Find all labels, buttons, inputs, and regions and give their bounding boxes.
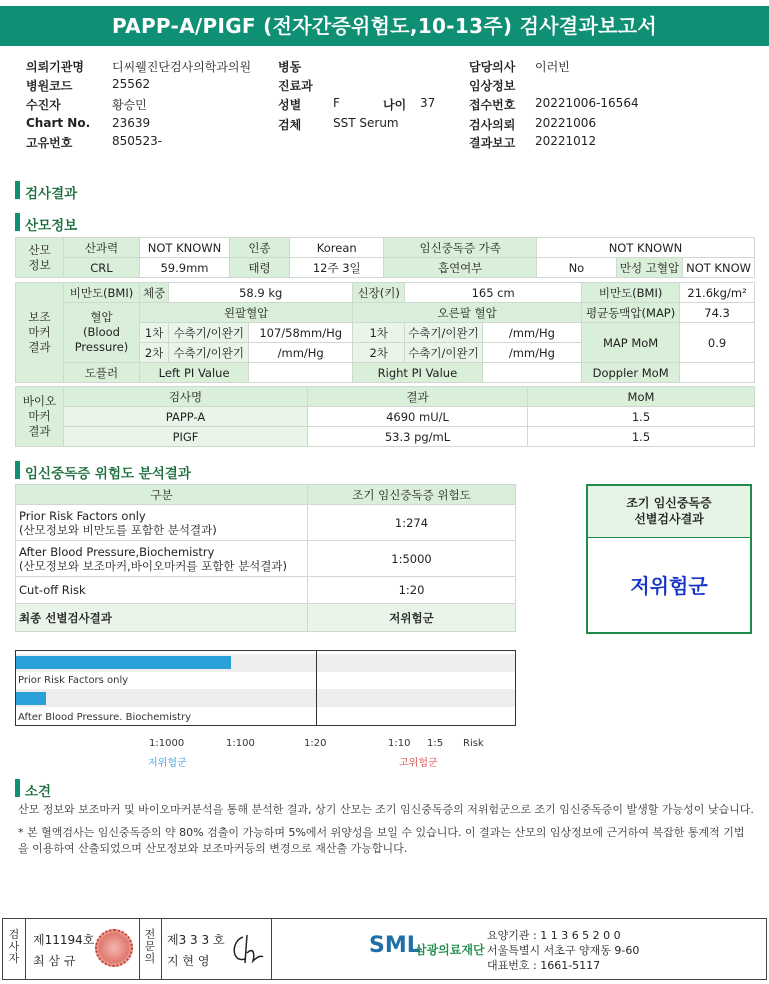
header-left-1-value: 25562 [112, 77, 151, 91]
right-bp-2: /mm/Hg [482, 343, 581, 363]
header-left-3-value: 23639 [112, 116, 151, 130]
header-mid-3: 검체 [278, 118, 302, 132]
height-label: 신장(키) [353, 283, 405, 303]
left-first-label: 1차 [140, 323, 169, 343]
risk-row-label: Prior Risk Factors only [19, 508, 146, 523]
chart-label-after: After Blood Pressure. Biochemistry [18, 712, 192, 723]
family-history-label: 임신중독증 가족 [384, 238, 536, 258]
signature-icon [225, 929, 265, 969]
map-value: 74.3 [680, 303, 755, 323]
header-right-1: 임상정보 [469, 79, 516, 93]
footer [2, 918, 767, 980]
bio-row-mom: 1.5 [528, 407, 755, 427]
header-right-4-value: 20221012 [535, 134, 597, 148]
header-right-3-value: 20221006 [535, 116, 597, 130]
chart-cutoff-line [316, 651, 317, 725]
header-left-0-value: 디씨웰진단검사의학과의원 [112, 60, 252, 74]
chart-low-label: 저위험군 [148, 758, 187, 769]
bio-header-name: 검사명 [64, 387, 308, 407]
header-right-0: 담당의사 [469, 60, 516, 74]
mapmom-value: 0.9 [680, 323, 755, 363]
bio-row-name: PAPP-A [64, 407, 308, 427]
bmi-label-2: 비만도(BMI) [582, 283, 680, 303]
risk-row-sub: (산모정보와 보조마커,바이오마커를 포함한 분석결과) [19, 558, 287, 573]
right-second-label: 2차 [353, 343, 405, 363]
section-risk-title: 임신중독증 위험도 분석결과 [25, 466, 191, 482]
parity-value: NOT KNOWN [140, 238, 230, 258]
marker-group: 보조 마커 결과 [16, 283, 64, 383]
risk-row-label: Cut-off Risk [16, 577, 308, 604]
risk-table [15, 484, 516, 632]
report-title: PAPP-A/PIGF (전자간증위험도,10-13주) 검사결과보고서 [0, 6, 769, 46]
chart-high-label: 고위험군 [399, 758, 438, 769]
header-right-0-value: 이러빈 [535, 60, 570, 74]
parity-label: 산과력 [64, 238, 140, 258]
chart-band [16, 689, 515, 707]
inspector-name: 최 삼 규 [33, 954, 76, 968]
height-value: 165 cm [405, 283, 582, 303]
right-bp-1: /mm/Hg [482, 323, 581, 343]
bio-group: 바이오 마커 결과 [16, 387, 64, 447]
bio-table [15, 386, 755, 447]
bio-row-result: 53.3 pg/mL [308, 427, 528, 447]
opinion-line: 산모 정보와 보조마커 및 바이오마커분석을 통해 분석한 결과, 상기 산모는 조기 임신중독증의 저위험군으로 조기 임신중독증이 발생할 가능성이 낮습니다. [18, 803, 754, 816]
weight-label: 체중 [140, 283, 169, 303]
risk-row-value: 1:20 [308, 577, 516, 604]
map-label: 평균동맥압(MAP) [582, 303, 680, 323]
risk-chart [15, 650, 516, 726]
hypertension-label: 만성 고혈압 [616, 258, 682, 278]
header-left-3: Chart No. [26, 116, 91, 130]
bio-row-mom: 1.5 [528, 427, 755, 447]
header-mid-1: 진료과 [278, 79, 313, 93]
final-result-value: 저위험군 [308, 604, 516, 632]
age-value: 37 [420, 96, 436, 110]
header-right-3: 검사의뢰 [469, 118, 516, 132]
risk-header-value: 조기 임신중독증 위험도 [308, 485, 516, 505]
left-sd-label: 수축기/이완기 [169, 323, 249, 343]
header-left-2-value: 황승민 [112, 98, 147, 112]
risk-row-value: 1:5000 [308, 541, 516, 577]
maternal-table [15, 237, 755, 278]
section-marker [15, 779, 20, 797]
left-arm-label: 왼팔혈압 [140, 303, 353, 323]
footer-phone: 대표번호 : 1661-5117 [487, 959, 601, 972]
seal-icon [95, 929, 133, 967]
section-result-title: 검사결과 [25, 186, 78, 202]
left-bp-1: 107/58mm/Hg [249, 323, 353, 343]
chart-bar-prior [16, 656, 231, 669]
bio-row-name: PIGF [64, 427, 308, 447]
doppler-mom-label: Doppler MoM [582, 363, 680, 383]
chart-tick: 1:20 [304, 738, 327, 749]
section-marker [15, 181, 20, 199]
doppler-label: 도플러 [64, 363, 140, 383]
right-sd-label: 수축기/이완기 [405, 323, 483, 343]
header-right-2-value: 20221006-16564 [535, 96, 639, 110]
weight-value: 58.9 kg [169, 283, 353, 303]
smoking-value: No [536, 258, 616, 278]
chart-tick: 1:1000 [149, 738, 185, 749]
header-right-4: 결과보고 [469, 136, 516, 150]
left-pi-label: Left PI Value [140, 363, 249, 383]
family-history-value: NOT KNOWN [536, 238, 754, 258]
left-sd-label-2: 수축기/이완기 [169, 343, 249, 363]
divider [271, 919, 272, 979]
chart-bar-after [16, 692, 46, 705]
result-box-title: 조기 임신중독증 선별검사결과 [588, 486, 750, 538]
right-first-label: 1차 [353, 323, 405, 343]
divider [161, 919, 162, 979]
doppler-mom-value [680, 363, 755, 383]
section-opinion-title: 소견 [25, 784, 52, 800]
chart-tick: 1:10 [388, 738, 411, 749]
left-second-label: 2차 [140, 343, 169, 363]
header-left-4-value: 850523- [112, 134, 163, 148]
age-label: 나이 [383, 98, 407, 112]
section-marker [15, 213, 20, 231]
risk-header-category: 구분 [16, 485, 308, 505]
doctor-no: 제3 3 3 호 [167, 933, 225, 947]
divider [139, 919, 140, 979]
crl-label: CRL [64, 258, 140, 278]
doctor-label: 전 문 의 [144, 928, 156, 965]
footer-address: 서울특별시 서초구 양재동 9-60 [487, 944, 640, 957]
bmi-label: 비만도(BMI) [64, 283, 140, 303]
risk-row-label: After Blood Pressure,Biochemistry [19, 544, 215, 559]
inspector-no: 제11194호 [33, 933, 95, 947]
doctor-name: 지 현 영 [167, 954, 210, 968]
bp-label: 혈압 (Blood Pressure) [64, 303, 140, 363]
right-pi-label: Right PI Value [353, 363, 483, 383]
risk-row [16, 541, 308, 577]
left-bp-2: /mm/Hg [249, 343, 353, 363]
header-mid-2-value: F [333, 96, 340, 110]
opinion-line: 을 이용하여 산출되었으며 산모정보와 보조마커등의 변경으로 재산출 가능합니다. [18, 842, 408, 855]
chart-label-prior: Prior Risk Factors only [18, 675, 129, 686]
section-marker [15, 461, 20, 479]
header-left-2: 수진자 [26, 98, 61, 112]
maternal-group: 산모 정보 [16, 238, 64, 278]
crl-value: 59.9mm [140, 258, 230, 278]
risk-row-sub: (산모정보와 비만도를 포함한 분석결과) [19, 522, 217, 537]
section-maternal-title: 산모정보 [25, 218, 78, 234]
race-label: 인종 [230, 238, 290, 258]
header-left-1: 병원코드 [26, 79, 73, 93]
race-value: Korean [290, 238, 384, 258]
opinion-line: * 본 혈액검사는 임신중독증의 약 80% 검출이 가능하며 5%에서 위양성을 보일 수 있습니다. 이 결과는 산모의 임상정보에 근거하여 복잡한 통계적 기법 [18, 826, 745, 839]
chart-tick: 1:100 [226, 738, 255, 749]
org-name: 삼광의료재단 [415, 943, 485, 957]
bio-header-result: 결과 [308, 387, 528, 407]
final-result-label: 최종 선별검사결과 [16, 604, 308, 632]
result-box [586, 484, 752, 634]
bio-row-result: 4690 mU/L [308, 407, 528, 427]
smoking-label: 흡연여부 [384, 258, 536, 278]
inspector-label: 검 사 자 [8, 928, 20, 965]
right-pi-value [482, 363, 581, 383]
header-left-0: 의뢰기관명 [26, 60, 84, 74]
marker-table [15, 282, 755, 383]
footer-code: 요양기관 : 1 1 3 6 5 2 0 0 [487, 929, 621, 942]
result-box-value: 저위험군 [630, 574, 708, 598]
left-pi-value [249, 363, 353, 383]
header-right-2: 접수번호 [469, 98, 516, 112]
chart-tick: Risk [463, 738, 484, 749]
mapmom-label: MAP MoM [582, 323, 680, 363]
right-sd-label-2: 수축기/이완기 [405, 343, 483, 363]
risk-row-value: 1:274 [308, 505, 516, 541]
header-left-4: 고유번호 [26, 136, 73, 150]
hypertension-value: NOT KNOW [683, 258, 755, 278]
header-mid-3-value: SST Serum [333, 116, 399, 130]
ga-value: 12주 3일 [290, 258, 384, 278]
header-mid-2: 성별 [278, 98, 302, 112]
sml-logo: SML [369, 933, 421, 958]
bmi-value: 21.6kg/m² [680, 283, 755, 303]
ga-label: 태령 [230, 258, 290, 278]
bio-header-mom: MoM [528, 387, 755, 407]
chart-tick: 1:5 [427, 738, 444, 749]
header-mid-0: 병동 [278, 60, 302, 74]
risk-row [16, 505, 308, 541]
right-arm-label: 오른팔 혈압 [353, 303, 582, 323]
divider [25, 919, 26, 979]
